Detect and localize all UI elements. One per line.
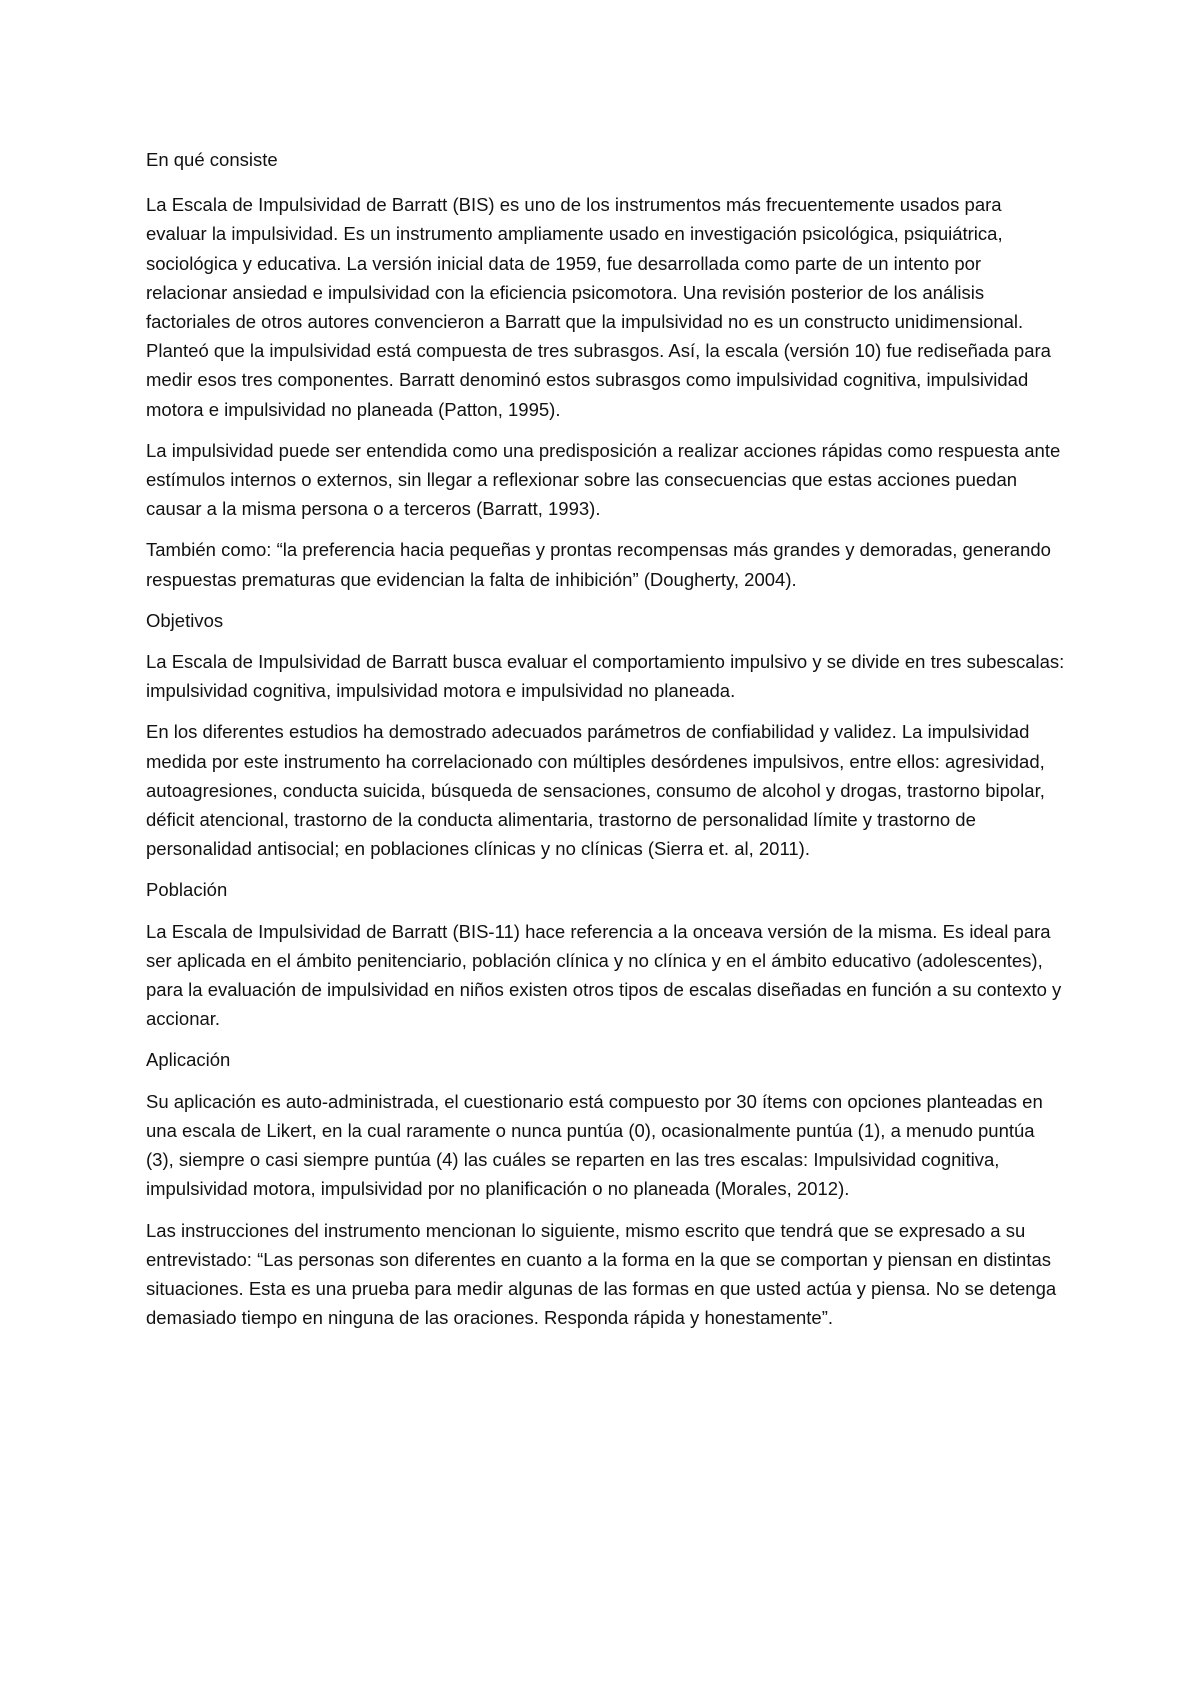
paragraph: En los diferentes estudios ha demostrado adecuados parámetros de confiabilidad y validez. La impulsividad medida por este instrumento ha correlacionado con múltiples desórdenes impulsivos, entre ellos: agresividad, autoagresiones, conducta suicida, búsqueda de sensaciones, consumo de alcohol y drogas, trastorno bipolar, déficit atencional, trastorno de la conducta alimentaria, trastorno de personalidad límite y trastorno de personalidad antisocial; en poblaciones clínicas y no clínicas (Sierra et. al, 2011). <box>146 721 1045 860</box>
section-heading: Aplicación <box>146 1049 231 1071</box>
paragraph: La impulsividad puede ser entendida como una predisposición a realizar acciones rápidas como respuesta ante estímulos internos o externos, sin llegar a reflexionar sobre las consecuencias que estas acciones puedan causar a la misma persona o a terceros (Barratt, 1993). <box>146 439 1061 520</box>
section-aplicacion <box>146 1045 1066 1332</box>
paragraph: La Escala de Impulsividad de Barratt busca evaluar el comportamiento impulsivo y se divide en tres subescalas: impulsividad cognitiva, impulsividad motora e impulsividad no planeada. <box>146 651 1065 702</box>
paragraph: Su aplicación es auto-administrada, el cuestionario está compuesto por 30 ítems con opciones planteadas en una escala de Likert, en la cual raramente o nunca puntúa (0), ocasionalmente puntúa (1), a menudo puntúa (3), siempre o casi siempre puntúa (4) las cuáles se reparten en las tres escalas: Impulsividad cognitiva, impulsividad motora, impulsividad por no planificación o no planeada (Morales, 2012). <box>146 1090 1043 1200</box>
section-heading: Objetivos <box>146 609 224 631</box>
section-en-que-consiste <box>146 145 1066 594</box>
document-page <box>146 145 1066 1344</box>
paragraph: La Escala de Impulsividad de Barratt (BIS) es uno de los instrumentos más frecuentemente usados para evaluar la impulsividad. Es un instrumento ampliamente usado en investigación psicológica, psiquiátrica, sociológica y educativa. La versión inicial data de 1959, fue desarrollada como parte de un intento por relacionar ansiedad e impulsividad con la eficiencia psicomotora. Una revisión posterior de los análisis factoriales de otros autores convencieron a Barratt que la impulsividad no es un constructo unidimensional. Planteó que la impulsividad está compuesta de tres subrasgos. Así, la escala (versión 10) fue rediseñada para medir esos tres componentes. Barratt denominó estos subrasgos como impulsividad cognitiva, impulsividad motora e impulsividad no planeada (Patton, 1995). <box>146 194 1051 420</box>
paragraph: Las instrucciones del instrumento mencionan lo siguiente, mismo escrito que tendrá que se expresado a su entrevistado: “Las personas son diferentes en cuanto a la forma en la que se comportan y piensan en distintas situaciones. Esta es una prueba para medir algunas de las formas en que usted actúa y piensa. No se detenga demasiado tiempo en ninguna de las oraciones. Responda rápida y honestamente”. <box>146 1219 1057 1329</box>
section-heading: Población <box>146 879 228 901</box>
section-poblacion <box>146 875 1066 1033</box>
section-heading: En qué consiste <box>146 149 278 170</box>
section-objetivos <box>146 606 1066 864</box>
paragraph: La Escala de Impulsividad de Barratt (BIS-11) hace referencia a la onceava versión de la misma. Es ideal para ser aplicada en el ámbito penitenciario, población clínica y no clínica y en el ámbito educativo (adolescentes), para la evaluación de impulsividad en niños existen otros tipos de escalas diseñadas en función a su contexto y accionar. <box>146 920 1062 1030</box>
paragraph: También como: “la preferencia hacia pequeñas y prontas recompensas más grandes y demoradas, generando respuestas prematuras que evidencian la falta de inhibición” (Dougherty, 2004). <box>146 539 1051 590</box>
